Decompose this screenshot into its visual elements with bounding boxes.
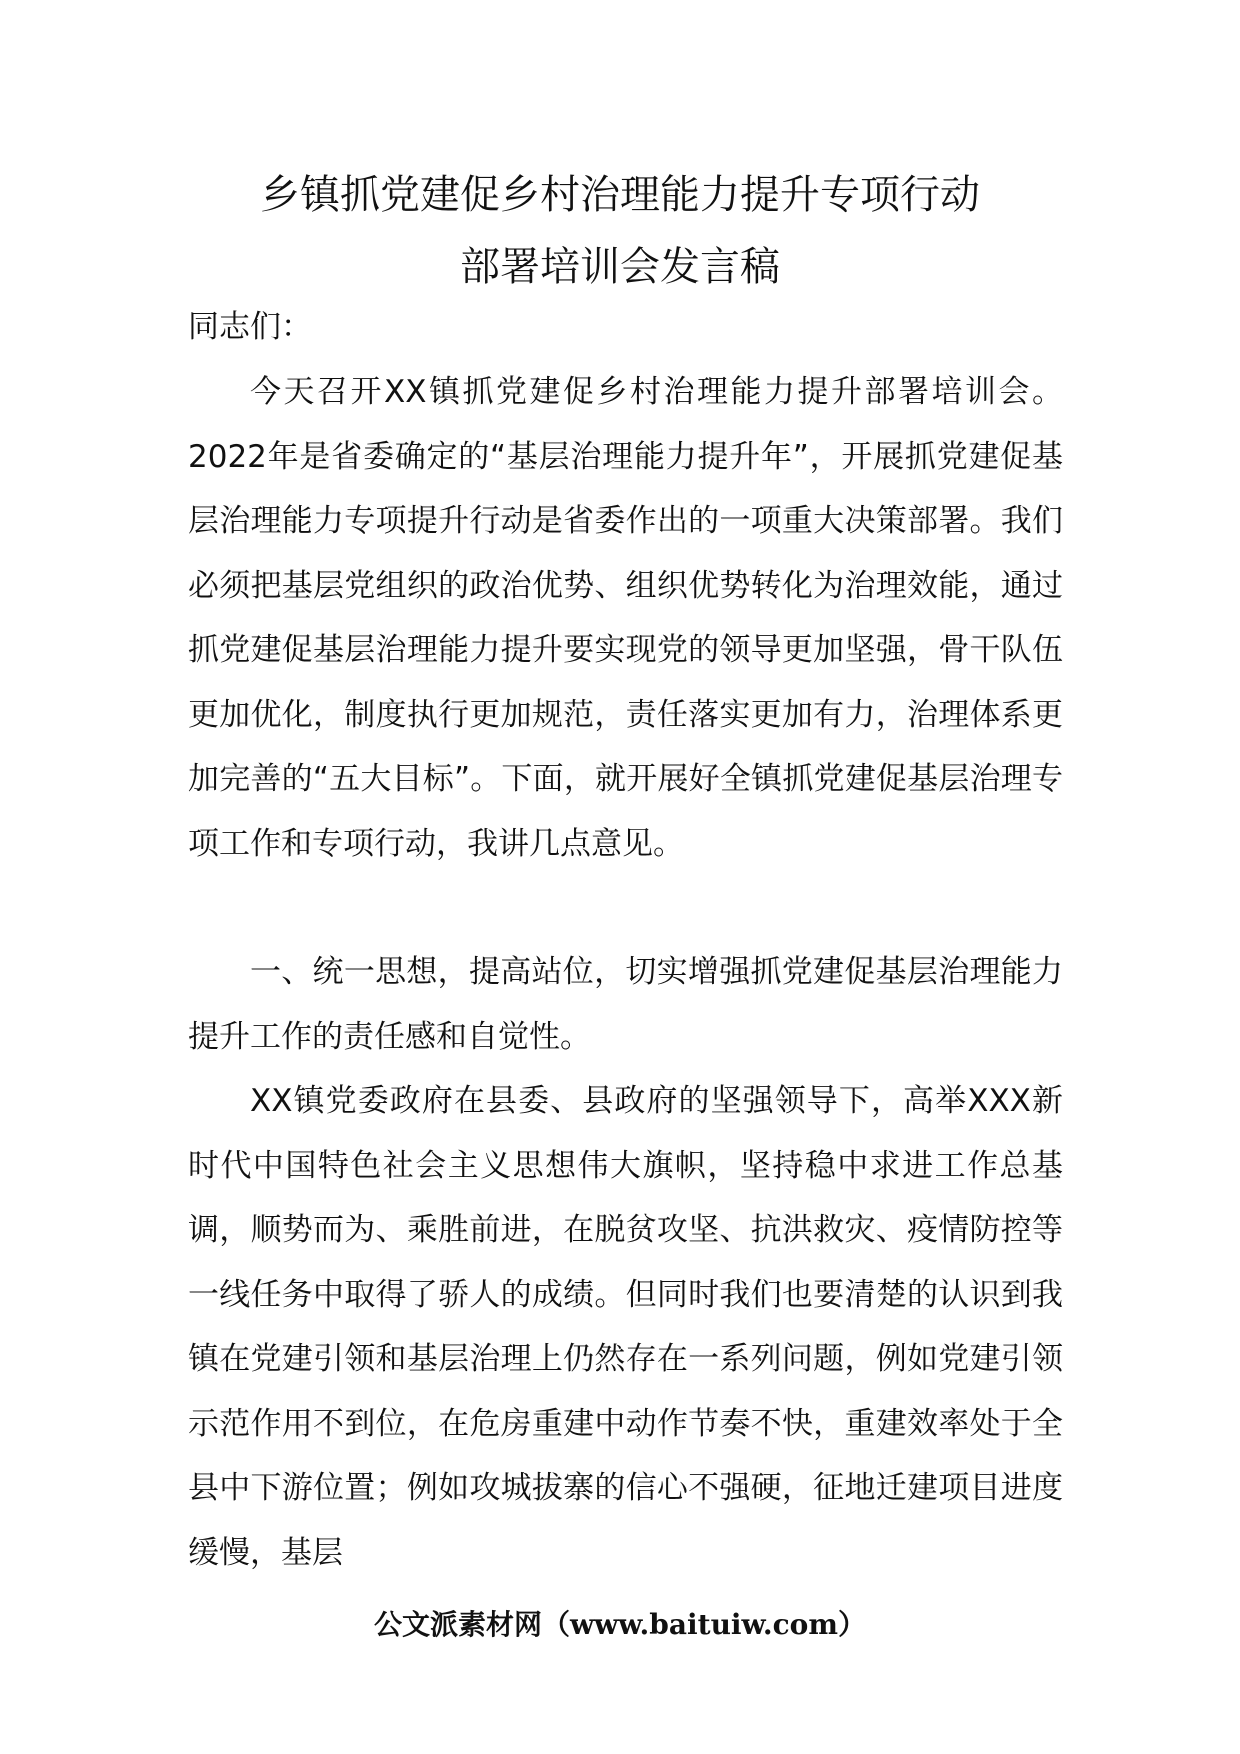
section-heading-1: 一、统一思想，提高站位，切实增强抓党建促基层治理能力提升工作的责任感和自觉性。 [188, 954, 1063, 1055]
footer-watermark: 公文派素材网（www.baituiw.com） [374, 1608, 866, 1641]
document-title-line-2: 部署培训会发言稿 [460, 244, 780, 290]
body-paragraph-2: XX镇党委政府在县委、县政府的坚强领导下，高举XXX新时代中国特色社会主义思想伟大旗帜，坚持稳中求进工作总基调，顺势而为、乘胜前进，在脱贫攻坚、抗洪救灾、疫情防控等一线任务中取得了骄人的成绩。但同时我们也要清楚的认识到我镇在党建引领和基层治理上仍然存在一系列问题，例如党建引领示范作用不到位，在危房重建中动作节奏不快，重建效率处于全县中下游位置；例如攻城拔寨的信心不强硬，征地迁建项目进度缓慢，基层 [188, 1083, 1063, 1571]
body-paragraph-1: 今天召开XX镇抓党建促乡村治理能力提升部署培训会。2022年是省委确定的“基层治理能力提升年”，开展抓党建促基层治理能力专项提升行动是省委作出的一项重大决策部署。我们必须把基层党组织的政治优势、组织优势转化为治理效能，通过抓党建促基层治理能力提升要实现党的领导更加坚强，骨干队伍更加优化，制度执行更加规范，责任落实更加有力，治理体系更加完善的“五大目标”。下面，就开展好全镇抓党建促基层治理专项工作和专项行动，我讲几点意见。 [188, 374, 1063, 862]
document-title-line-1: 乡镇抓党建促乡村治理能力提升专项行动 [260, 172, 980, 218]
salutation: 同志们： [188, 309, 312, 345]
